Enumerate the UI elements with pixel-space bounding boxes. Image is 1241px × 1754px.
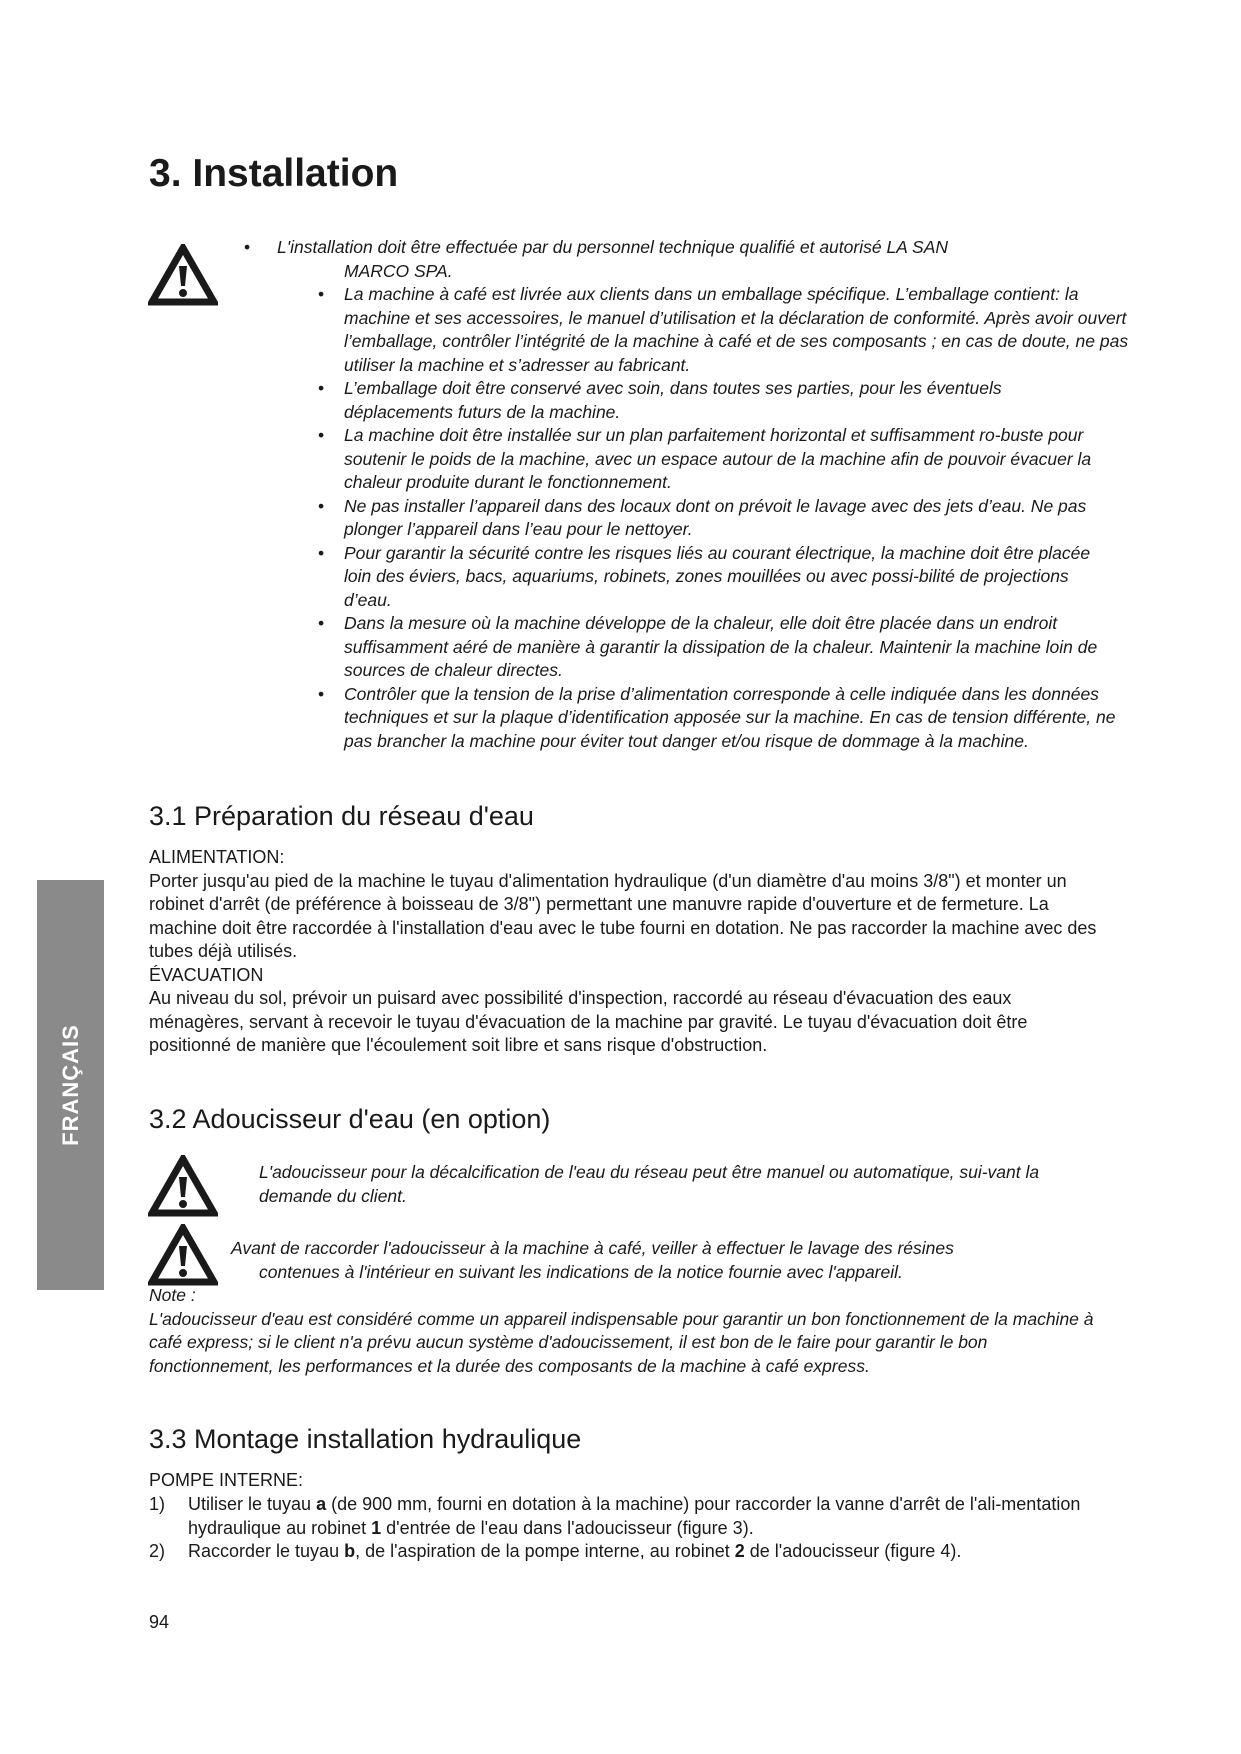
evacuation-label: ÉVACUATION <box>149 964 264 985</box>
list-item: • Contrôler que la tension de la prise d’alimentation corresponde à celle indiquée dans les données techniques et sur la plaque d’identification apposée sur la machine. En cas de tension différente, ne pas brancher la machine pour éviter tout danger et/ou risque de dommage à la machine. <box>318 683 1124 754</box>
warning-list <box>318 283 1128 753</box>
section-heading-3-3: 3.3 Montage installation hydraulique <box>149 1424 582 1454</box>
step-bold: b <box>344 1541 356 1561</box>
step-text: d'entrée de l'eau dans l'adoucisseur (figure 3). <box>381 1517 754 1538</box>
list-item: • Dans la mesure où la machine développe de la chaleur, elle doit être placée dans un endroit suffisamment aéré de manière à garantir la dissipation de la chaleur. Maintenir la machine loin de sources de chaleur directes. <box>318 612 1124 683</box>
list-item: • Pour garantir la sécurité contre les risques liés au courant électrique, la machine doit être placée loin des éviers, bacs, aquariums, robinets, zones mouillées ou avec possi-bilité de projections d’eau. <box>318 542 1114 613</box>
step-text: de l'adoucisseur (figure 4). <box>744 1541 962 1561</box>
list-item: • L’emballage doit être conservé avec soin, dans toutes ses parties, pour les éventuels déplacements futurs de la machine. <box>318 377 1104 424</box>
alimentation-label: ALIMENTATION: <box>149 847 285 867</box>
note-text: L'adoucisseur d'eau est considéré comme un appareil indispensable pour garantir un bon fonctionnement de la machine à café express; si le client n'a prévu aucun système d'adoucissement, il est bon de le faire pour garantir le bon fonctionnement, les performances et la durée des composants de la machine à café express. <box>149 1308 1094 1376</box>
pump-label: POMPE INTERNE: <box>149 1470 304 1490</box>
warning-triangle-icon <box>148 244 218 306</box>
softener-warning-2-line: Avant de raccorder l'adoucisseur à la machine à café, veiller à effectuer le lavage des résines <box>231 1238 954 1258</box>
softener-warning-2-continuation: contenues à l'intérieur en suivant les indications de la notice fournie avec l'appareil. <box>259 1261 903 1282</box>
softener-note <box>149 1284 1109 1378</box>
alimentation-text: Porter jusqu'au pied de la machine le tuyau d'alimentation hydraulique (d'un diamètre d'au moins 3/8") et monter un robinet d'arrêt (de préférence à boisseau de 3/8") permettant une manuvre rapide d'ouverture et de fermeture. La machine doit être raccordée à l'installation d'eau avec le tube fourni en dotation. Ne pas raccorder la machine avec des tubes déjà utilisés. <box>149 870 1097 961</box>
softener-warning-1: L'adoucisseur pour la décalcification de l'eau du réseau peut être manuel ou automatique, sui-vant la demande du client. <box>259 1162 1040 1206</box>
hydraulic-steps <box>149 1493 1109 1564</box>
step-text: (de 900 mm, fourni en dotation à la machine) pour raccorder la vanne d'arrêt de l'ali-mentation hydraulique au robinet <box>188 1494 1081 1538</box>
softener-warning-2 <box>231 1237 1111 1284</box>
step-number: 2) <box>149 1541 166 1561</box>
language-label: FRANÇAIS <box>57 1024 83 1146</box>
step-text: Raccorder le tuyau <box>188 1541 345 1561</box>
evacuation-text: Au niveau du sol, prévoir un puisard avec possibilité d'inspection, raccordé au réseau d'évacuation des eaux ménagères, servant à recevoir le tuyau d'évacuation de la machine par gravité. Le tuyau d'évacuation doit être positionné de manière que l'écoulement soit libre et sans risque d'obstruction. <box>149 988 1028 1055</box>
step-bold: a <box>316 1494 327 1514</box>
list-item <box>149 1493 1109 1540</box>
list-item: • La machine à café est livrée aux clients dans un emballage spécifique. L’emballage contient: la machine et ses accessoires, le manuel d’utilisation et la déclaration de conformité. Après avoir ouvert l’emballage, contrôler l’intégrité de la machine à café et de ses composants ; en cas de doute, ne pas utiliser la machine et s’adresser au fabricant. <box>318 283 1134 377</box>
section-heading-3-2: 3.2 Adoucisseur d'eau (en option) <box>149 1104 551 1134</box>
step-text: Utiliser le tuyau <box>188 1494 317 1514</box>
list-item: • La machine doit être installée sur un plan parfaitement horizontal et suffisamment ro-buste pour soutenir le poids de la machine, avec un espace autour de la machine afin de pouvoir évacuer la chaleur produite durant le fonctionnement. <box>318 424 1104 495</box>
first-warning-continuation: MARCO SPA. <box>344 260 453 281</box>
list-item <box>149 1540 1109 1564</box>
step-bold: 2 <box>734 1541 745 1561</box>
page-title: 3. Installation <box>149 152 399 195</box>
step-bold: 1 <box>371 1517 382 1538</box>
section-heading-3-1: 3.1 Préparation du réseau d'eau <box>149 801 534 831</box>
first-warning-line: L'installation doit être effectuée par du personnel technique qualifié et autorisé LA SAN <box>277 237 949 257</box>
language-side-tab <box>37 880 104 1290</box>
warning-triangle-icon <box>148 1155 218 1217</box>
list-item: • Ne pas installer l’appareil dans des locaux dont on prévoit le lavage avec des jets d’eau. Ne pas plonger l’appareil dans l’eau pour le nettoyer. <box>318 495 1144 542</box>
warning-triangle-icon <box>148 1224 218 1286</box>
page-number: 94 <box>149 1612 170 1632</box>
bullet: • <box>244 237 251 257</box>
step-text: , de l'aspiration de la pompe interne, au robinet <box>355 1541 735 1561</box>
water-network-text <box>149 846 1109 1058</box>
step-number: 1) <box>149 1494 166 1514</box>
note-label: Note : <box>149 1285 196 1305</box>
